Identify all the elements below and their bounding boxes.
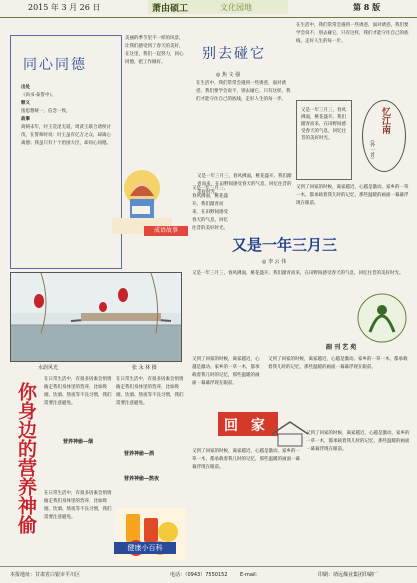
paper-name: 萧由硕工 (152, 4, 189, 14)
nutrition-section-heading: 营养神偷—酒 (124, 451, 155, 457)
huijia-title: 回 家 (224, 418, 269, 434)
page-footer (0, 566, 417, 583)
idiom-story-box (10, 35, 122, 269)
idiom-line: 故事 (21, 117, 30, 122)
idiom-line: 释义 (21, 101, 30, 106)
health-label: 健康小百科 (114, 542, 176, 554)
right-mid-text: 又到了回家的时候，离家越近，心越是激动。家乡的一草一木，都承载着我儿时的记忆，那些温暖的画面一幕幕浮现在眼前。 (296, 185, 409, 206)
supplement-label: 副 刊 艺 苑 (326, 344, 357, 351)
huijia-text-left: 又到了回家的时候，离家越近，心越是激动。家乡的一草一木，都承载着我儿时的记忆，那些温暖的画面一幕幕浮现在眼前。 (192, 357, 260, 386)
lakeside-photo (10, 272, 182, 362)
nutrition-section-heading: 营养神偷—熬夜 (124, 476, 160, 482)
idiom-line: 指思想统一，信念一致。 (21, 109, 71, 114)
sanyue-body: 又是一年三月三，春风拂面，桃花盛开。我们踏青而来，在田野间感受春天的气息，回忆往昔的美好时光。 (192, 271, 404, 276)
idiom-line: 《尚书·泰誓中》。 (21, 93, 57, 98)
masthead (148, 0, 288, 14)
paper-section: 文化园地 (220, 3, 252, 12)
girl-reading-illustration (112, 166, 172, 234)
nutrition-text-left: 在日常生活中，有很多因素会悄悄偷走我们身体里的营养，比如吸烟、饮酒、熬夜等不良习惯，我们需要注意避免。 (44, 377, 112, 406)
poem-title: 忆江南 (380, 107, 390, 134)
photo-caption: 水韵风光 (38, 365, 59, 371)
right-top-text: 在生活中，我们常常会遇到一些诱惑，面对诱惑，我们要学会说不，别去碰它。只有这样，我们才能守住自己的底线，走好人生的每一步。 (296, 23, 409, 44)
huijia-body-left: 又到了回家的时候，离家越近，心越是激动。家乡的一草一木，都承载着我儿时的记忆，那些温暖的画面一幕幕浮现在眼前。 (192, 449, 300, 470)
sanyue-author: ◎ 李 云 伟 (262, 259, 287, 265)
poem-text: 又是一年三月三，春风拂面，桃花盛开。我们踏青而来，在田野间感受春天的气息，回忆往昔的美好时光。 (301, 108, 346, 141)
photo-credit: 张 永 林 摄 (132, 365, 157, 371)
middle-column-text: 美丽的季节里不一样的风景，让我们感受到了春天的美好，在这里，我们一起努力，同心同德，把工作做好。 (125, 36, 184, 65)
huijia-text-right: 又到了回家的时候，离家越近，心越是激动。家乡的一草一木，都承载着我儿时的记忆，那些温暖的画面一幕幕浮现在眼前。 (268, 357, 408, 370)
nutrition-text-bottom: 在日常生活中，有很多因素会悄悄偷走我们身体里的营养，比如吸烟、饮酒、熬夜等不良习惯，我们需要注意避免。 (44, 491, 112, 520)
poem-subtitle: （外一首） (369, 137, 375, 162)
footer-email: E-mail： (240, 572, 261, 578)
idiom-text (21, 84, 113, 224)
idiom-line: 商朝末年，纣王荒淫无道，周武王联合诸侯讨伐，在誓师时说：纣王虽有亿万之众，却离心离德；我虽只有十个治国大臣，却同心同德。 (21, 125, 111, 146)
huijia-body-right: 又到了回家的时候，离家越近，心越是激动。家乡的一草一木，都承载着我儿时的记忆，那些温暖的画面一幕幕浮现在眼前。 (306, 431, 410, 452)
bieqv-author: ◎ 焦 文 强 (216, 72, 241, 78)
footer-phone: 电话：（0943）7550152 (170, 572, 228, 578)
poem-title-oval (362, 100, 406, 172)
idiom-title: 同心同德 (23, 57, 87, 73)
bieqv-body: 在生活中，我们常常会遇到一些诱惑，面对诱惑，我们要学会说不，别去碰它。只有这样，我们才能守住自己的底线，走好人生的每一步。 (196, 81, 291, 102)
sanyue-title: 又是一年三月三 (232, 236, 338, 254)
page-header (0, 0, 417, 18)
footer-address: 本报地址：甘肃省白银市平川区 (10, 572, 81, 578)
footer-print: 印刷：靖远煤业集团印刷厂 (318, 572, 379, 578)
sanyue-lead: 又是一年三月三，春风拂面，桃花盛开。我们踏青而来，在田野间感受春天的气息，回忆往昔的美好时光。 (197, 174, 292, 195)
sanyue-left-text: 又是一年三月三，春风拂面，桃花盛开。我们踏青而来，在田野间感受春天的气息，回忆往昔的美好时光。 (192, 186, 228, 231)
bieqv-title: 别去碰它 (202, 46, 266, 62)
issue-date: 2015 年 3 月 26 日 (28, 3, 101, 12)
idiom-story-label: 成语故事 (144, 226, 188, 236)
poem-box (296, 100, 352, 180)
idiom-line: 出处 (21, 85, 30, 90)
nutrition-section-heading: 营养神偷—烟 (63, 439, 94, 445)
supplement-emblem (356, 292, 408, 344)
nutrition-text-right: 在日常生活中，有很多因素会悄悄偷走我们身体里的营养，比如吸烟、饮酒、熬夜等不良习惯，我们需要注意避免。 (116, 377, 184, 406)
page-number: 第 8 版 (353, 2, 381, 12)
nutrition-title: 你身边的营养神偷 (15, 382, 37, 534)
